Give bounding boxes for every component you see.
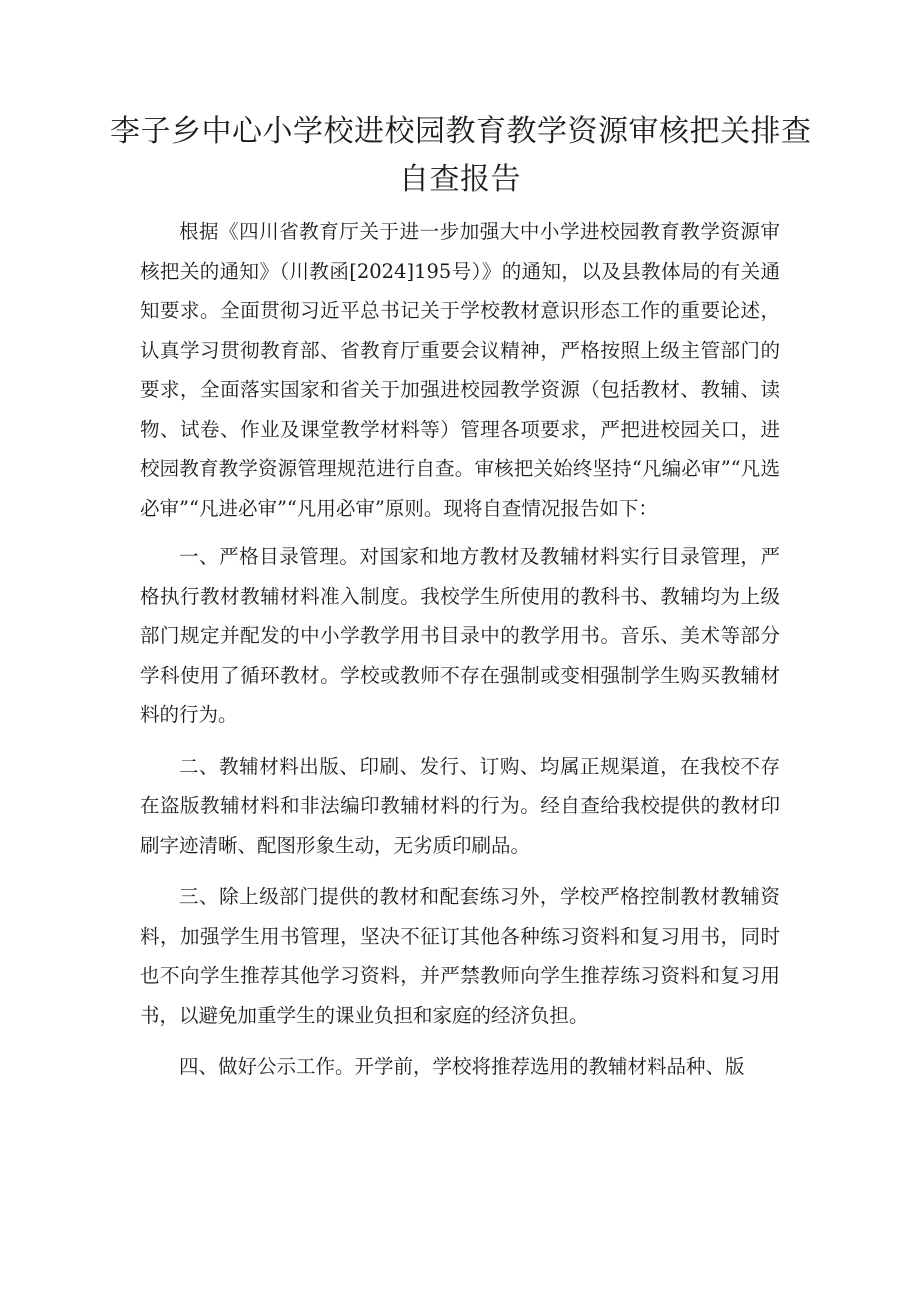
title-line-2: 自查报告: [399, 162, 521, 197]
paragraph-section-1: 一、严格目录管理。对国家和地方教材及教辅材料实行目录管理，严格执行教材教辅材料准入制度。我校学生所使用的教科书、教辅均为上级部门规定并配发的中小学教学用书目录中的教学用书。音乐、美术等部分学科使用了循环教材。学校或教师不存在强制或变相强制学生购买教辅材料的行为。: [140, 545, 780, 726]
document-body: [140, 212, 780, 1087]
title-line-1: 李子乡中心小学校进校园教育教学资源审核把关排查: [110, 114, 812, 149]
paragraph-section-4: 四、做好公示工作。开学前，学校将推荐选用的教辅材料品种、版: [179, 1055, 745, 1078]
paragraph-section-2: 二、教辅材料出版、印刷、发行、订购、均属正规渠道，在我校不存在盗版教辅材料和非法编印教辅材料的行为。经自查给我校提供的教材印刷字迹清晰、配图形象生动，无劣质印刷品。: [140, 754, 780, 857]
paragraph-intro: 根据《四川省教育厅关于进一步加强大中小学进校园教育教学资源审核把关的通知》（川教函[2024]195号）》的通知，以及县教体局的有关通知要求。全面贯彻习近平总书记关于学校教材意识形态工作的重要论述，认真学习贯彻教育部、省教育厅重要会议精神，严格按照上级主管部门的要求，全面落实国家和省关于加强进校园教学资源（包括教材、教辅、读物、试卷、作业及课堂教学材料等）管理各项要求，严把进校园关口，进校园教育教学资源管理规范进行自查。审核把关始终坚持“凡编必审”“凡选必审”“凡进必审”“凡用必审”原则。现将自查情况报告如下：: [140, 220, 780, 520]
paragraph-section-3: 三、除上级部门提供的教材和配套练习外，学校严格控制教材教辅资料，加强学生用书管理，坚决不征订其他各种练习资料和复习用书，同时也不向学生推荐其他学习资料，并严禁教师向学生推荐练习资料和复习用书，以避免加重学生的课业负担和家庭的经济负担。: [140, 885, 780, 1027]
document-title: [110, 108, 810, 204]
